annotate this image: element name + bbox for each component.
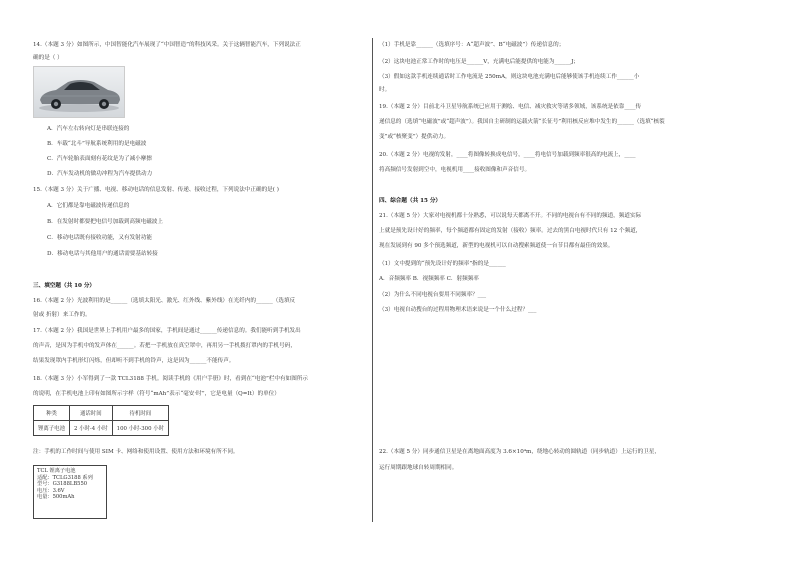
left-column [0, 0, 372, 562]
q19-line2: 递信息的（选填“电磁波”或“超声波”）。我国自主研制的运载火箭“长征号”利用核反应堆中发生的______（选填“核裂 [379, 119, 665, 125]
right-column [373, 0, 794, 562]
battery-label-line: TCL 锂离子电池 [37, 468, 76, 474]
q18-sub3-line1: （3）假如这款手机连续通话时工作电流是 250mA，则这块电池充满电后能够使该手机连续工作______小 [379, 74, 640, 80]
q21-sub2: （2）为什么不同电视台要用不同频率？___ [379, 292, 487, 298]
table-header-cell: 种类 [34, 406, 70, 421]
table-cell: 100 小时-300 小时 [112, 421, 168, 436]
car-photo [33, 66, 125, 118]
battery-label-line: 型号：G3188LB550 [37, 481, 88, 488]
q21-line2: 上就是预先设计好的频率，每个频道都有固定的发射（接收）频率。过去的黑白电视时代只有 12 个频道， [379, 228, 642, 234]
q14-option-d: D．汽车发动机的做功冲程为汽车提供动力 [47, 171, 153, 177]
q17-line3: 结果发现罩内手机形灯闪烁，但却听不到手机的铃声，这是因为______不能传声。 [33, 358, 235, 364]
q14-option-b: B．车载“北斗”导航系统利用的是电磁波 [47, 141, 147, 147]
q15-option-a: A．它们都是靠电磁波传递信息的 [47, 203, 130, 209]
q18-sub2: （2）这块电池正常工作时的电压是______V，充满电后能提供的电能为______J； [379, 59, 580, 65]
q15-option-c: C．移动电话既有接收功能，又有发射功能 [47, 235, 152, 241]
battery-label-line: 电量：500mAh [37, 494, 75, 501]
q21-sub1-options: A．音频频率 B．视频频率 C．射频频率 [379, 276, 479, 282]
q16-line1: 16.（本题 2 分）光波利用的是______（选填太阳光、激光、红外线、紫外线）在光纤内的______（选填反 [33, 298, 296, 304]
q21-line1: 21.（本题 5 分）大家对电视机都十分熟悉，可以说每天都离不开。不同的电视台有不同的频道，频道实际 [379, 213, 642, 219]
q15-option-d: D．移动电话与其他用户的通话需要基站转接 [47, 251, 158, 257]
car-illustration [34, 67, 124, 117]
q19-line3: 变”或“核聚变”）提供动力。 [379, 134, 450, 140]
section4-title: 四、综合题（共 15 分） [379, 198, 442, 204]
q21-sub3: （3）电视自动搜台的过程用物理术语来说是一个什么过程？___ [379, 307, 537, 313]
q20-line1: 20.（本题 2 分）电视的发射，____将图像转换成电信号，____将电信号加载到频率很高的电流上，____ [379, 152, 636, 158]
table-row [34, 421, 169, 436]
q18-sub3-line2: 时。 [379, 87, 391, 93]
q18-line2: 的说明，在手机电池上印有如图所示字样（符号“mAh”表示“毫安·时”，它是电量（Q=It）的单位） [33, 391, 280, 397]
q19-line1: 19.（本题 2 分）目前北斗卫星导航系统已应用于测绘、电信、减灾救灾等诸多领域，该系统是依靠____传 [379, 104, 642, 110]
q22-line1: 22.（本题 5 分）同步通信卫星是在离地面高度为 3.6×10⁴m，绕地心转动的圆轨道（同步轨道）上运行的卫星， [379, 449, 660, 455]
q21-line3: 现在发展到有 90 多个预选频道，新型的电视机可以自动搜索频道使一台节目都有最佳的效果。 [379, 243, 614, 249]
q14-option-c: C．汽车轮胎表面刻有花纹是为了减小摩擦 [47, 156, 152, 162]
battery-label-line: 电压：3.6V [37, 487, 65, 494]
q18-note: 注：手机的工作时间与使用 SIM 卡、网络和使用设置、使用方法和环境有所不同。 [33, 449, 239, 455]
q15-stem: 15.（本题 3 分）关于广播、电视、移动电话的信息发射、传递、接收过程，下列说法中正确的是( ) [33, 187, 279, 193]
table-header-cell: 通话时间 [69, 406, 112, 421]
section3-title: 三、填空题（共 10 分） [33, 283, 96, 289]
q17-line2: 的声音，是因为手机中的发声体在______。若把一手机放在真空罩中，再用另一手机拨打罩内的手机号码， [33, 343, 296, 349]
battery-label [33, 465, 107, 519]
q21-sub1: （1）文中提到的“预先设计好的频率”指的是______ [379, 261, 506, 267]
q18-sub1: （1）手机是靠______（选填序号：A“超声波”、B“电磁波”）传递信息的； [379, 42, 565, 48]
q20-line2: 将高频信号发射到空中，电视机用____接收图像和声音信号。 [379, 167, 531, 173]
table-cell: 锂离子电池 [34, 421, 70, 436]
q15-option-b: B．在发射时都要把电信号加载到高频电磁波上 [47, 219, 163, 225]
q14-stem-line2: 确的是（ ） [33, 55, 63, 61]
q17-line1: 17.（本题 2 分）我国是世界上手机用户最多的国家，手机间是通过______传递信息的。我们能听到手机发出 [33, 328, 301, 334]
q18-line1: 18.（本题 3 分）小军得到了一款 TCL3188 手机。阅读手机的《用户手册》时，看到在“电池”栏中有如图所示 [33, 376, 308, 382]
q14-stem-line1: 14.（本题 3 分）如图所示，中国智能化汽车展现了“中国智造”的科技风采。关于这辆智能汽车，下列说法正 [33, 42, 301, 48]
table-header-cell: 待机时间 [112, 406, 168, 421]
table-cell: 2 小时-4 小时 [69, 421, 112, 436]
q22-line2: 运行周期跟地球自转周期相同。 [379, 465, 458, 471]
battery-label-line: 适配：TCLG3188 系列 [37, 474, 93, 481]
table-header-row [34, 406, 169, 421]
q14-option-a: A．汽车左右转向灯是串联连接的 [47, 126, 130, 132]
q16-line2: 射或 折射）来工作的。 [33, 312, 91, 318]
battery-spec-table [33, 405, 169, 436]
